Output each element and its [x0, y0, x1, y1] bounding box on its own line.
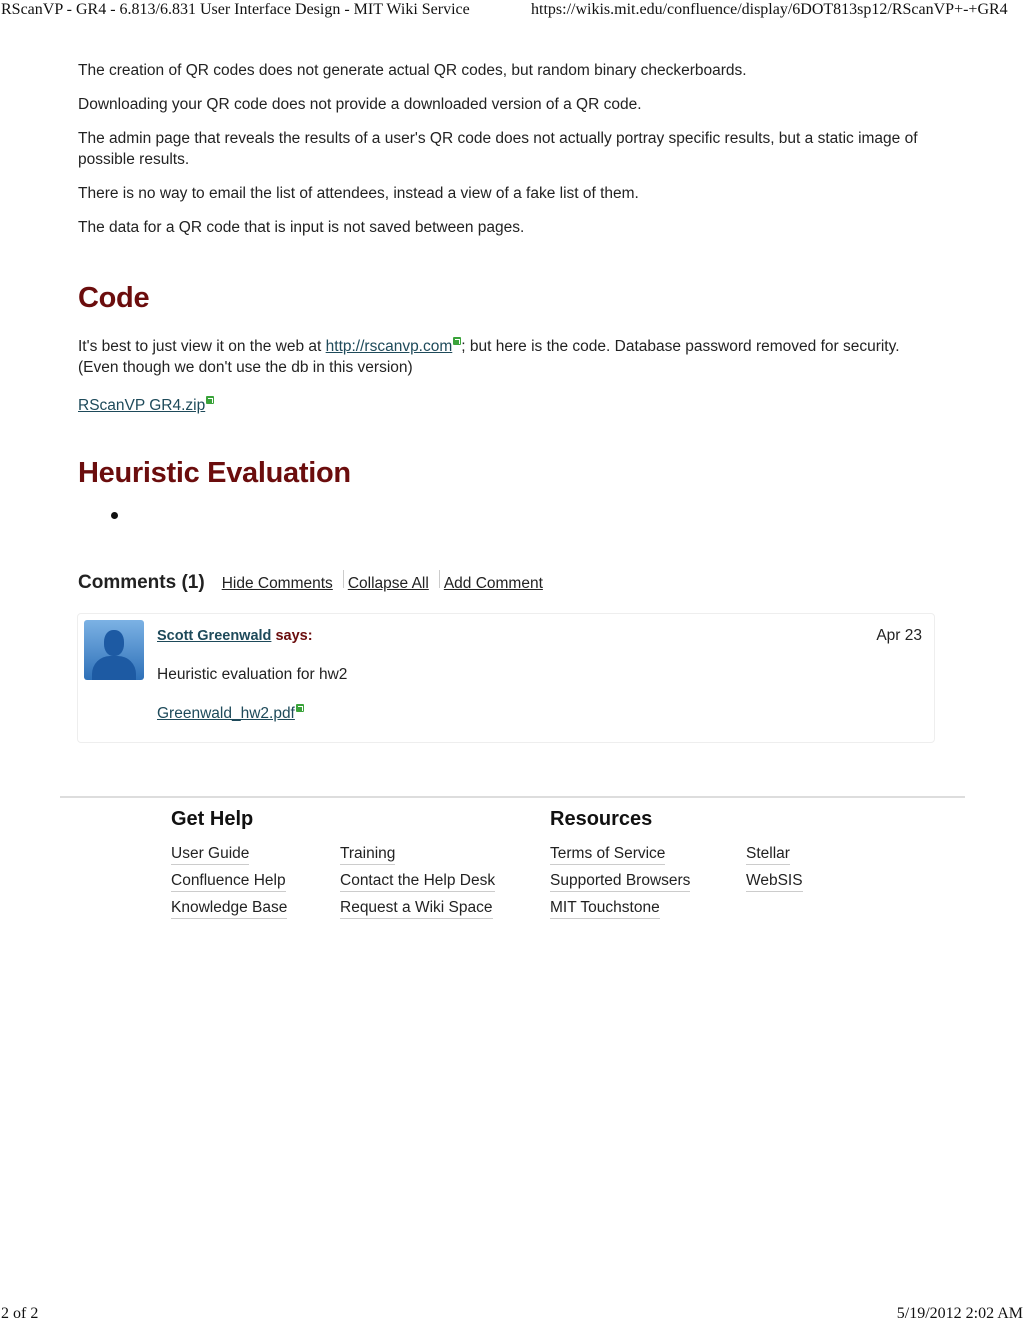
pdf-attachment-link[interactable]: Greenwald_hw2.pdf: [157, 705, 295, 722]
separator: [439, 570, 440, 588]
footer-link-request-wiki-space[interactable]: Request a Wiki Space: [340, 899, 493, 919]
code-text-before: It's best to just view it on the web at: [78, 338, 326, 355]
footer-link-user-guide[interactable]: User Guide: [171, 845, 249, 865]
comments-title: Comments (1): [78, 572, 205, 593]
author-link[interactable]: Scott Greenwald: [157, 628, 272, 644]
footer-link-supported-browsers[interactable]: Supported Browsers: [550, 872, 690, 892]
page-number: 2 of 2: [1, 1305, 39, 1322]
print-page-url: https://wikis.mit.edu/confluence/display/6DOT813sp12/RScanVP+-+GR4: [531, 1, 1008, 18]
print-header: [0, 0, 1024, 22]
says-label: says:: [275, 628, 313, 644]
footer-link-stellar[interactable]: Stellar: [746, 845, 790, 865]
hide-comments-button[interactable]: Hide Comments: [221, 575, 333, 592]
user-silhouette-shoulders: [92, 656, 136, 680]
print-footer: [0, 1305, 1024, 1325]
footer-link-websis[interactable]: WebSIS: [746, 872, 803, 892]
paragraph: The admin page that reveals the results of a user's QR code does not actually portray specific results, but a static image of possible results.: [78, 130, 918, 168]
paragraph: Downloading your QR code does not provide a downloaded version of a QR code.: [78, 96, 642, 113]
page-body: [78, 60, 938, 251]
footer-link-terms-of-service[interactable]: Terms of Service: [550, 845, 665, 865]
footer-link-contact-help-desk[interactable]: Contact the Help Desk: [340, 872, 495, 892]
attachment-icon: [206, 396, 214, 404]
comment-author: [157, 628, 313, 644]
comment-attachment: [157, 704, 304, 723]
code-attachment: [78, 396, 214, 415]
zip-attachment-link[interactable]: RScanVP GR4.zip: [78, 397, 206, 414]
code-description: [78, 336, 938, 378]
get-help-heading: Get Help: [171, 808, 254, 830]
print-datetime: 5/19/2012 2:02 AM: [896, 1305, 1023, 1322]
code-heading: Code: [78, 282, 150, 314]
comment: [77, 613, 935, 743]
footer-link-knowledge-base[interactable]: Knowledge Base: [171, 899, 287, 919]
attachment-icon: [296, 704, 304, 712]
external-link-icon: [453, 337, 461, 345]
empty-bullet: [111, 512, 118, 519]
code-text-after: ; but here is the code. Database password removed for security. (Even though we don't use the db in this version): [78, 338, 900, 376]
print-page-title: RScanVP - GR4 - 6.813/6.831 User Interface Design - MIT Wiki Service: [1, 1, 470, 18]
footer-link-training[interactable]: Training: [340, 845, 395, 865]
paragraph: There is no way to email the list of attendees, instead a view of a fake list of them.: [78, 185, 639, 202]
collapse-all-button[interactable]: Collapse All: [347, 575, 429, 592]
separator: [343, 570, 344, 588]
comment-date: Apr 23: [876, 627, 922, 644]
avatar[interactable]: [84, 620, 144, 680]
user-silhouette-icon: [104, 630, 124, 656]
paragraph: The creation of QR codes does not generate actual QR codes, but random binary checkerboards.: [78, 62, 747, 79]
paragraph: The data for a QR code that is input is not saved between pages.: [78, 219, 525, 236]
resources-heading: Resources: [550, 808, 653, 830]
footer-divider: [60, 796, 965, 798]
rscanvp-link[interactable]: http://rscanvp.com: [325, 338, 453, 355]
footer-link-confluence-help[interactable]: Confluence Help: [171, 872, 286, 892]
add-comment-button[interactable]: Add Comment: [443, 575, 543, 592]
footer-link-mit-touchstone[interactable]: MIT Touchstone: [550, 899, 660, 919]
heuristic-evaluation-heading: Heuristic Evaluation: [78, 457, 351, 489]
comments-bar: [78, 570, 547, 594]
comment-body: Heuristic evaluation for hw2: [157, 666, 348, 683]
